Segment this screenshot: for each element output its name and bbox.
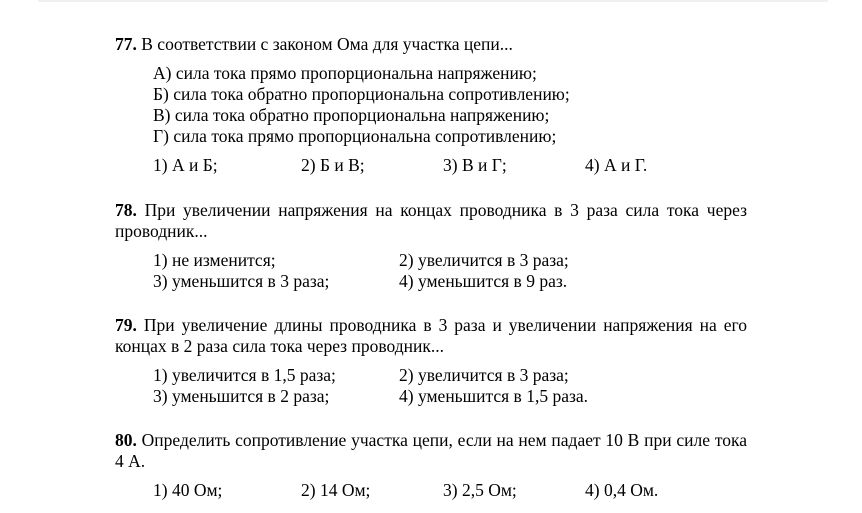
answer-options (115, 155, 747, 176)
answer-option: 4) 0,4 Ом. (585, 480, 659, 500)
statement-item: В) сила тока обратно пропорциональна напряжению; (153, 105, 550, 125)
question-text (115, 200, 747, 242)
answer-option: 2) 14 Ом; (301, 480, 371, 500)
answer-option: 2) увеличится в 3 раза; (399, 250, 569, 270)
answer-option: 1) А и Б; (153, 155, 218, 175)
answer-option: 3) уменьшится в 2 раза; (153, 386, 330, 406)
question-body: Определить сопротивление участка цепи, если на нем падает 10 В при силе тока 4 А. (115, 430, 747, 471)
question-number: 80. (115, 430, 137, 450)
question-77 (115, 34, 747, 176)
question-number: 78. (115, 200, 137, 220)
answer-option: 4) уменьшится в 1,5 раза. (399, 386, 589, 406)
question-body: В соответствии с законом Ома для участка цепи... (136, 34, 513, 54)
answer-option: 2) Б и В; (301, 155, 365, 175)
question-body: При увеличение длины проводника в 3 раза и увеличении напряжения на его концах в 2 раза сила тока через проводник... (115, 315, 747, 356)
answer-option: 4) А и Г. (585, 155, 648, 175)
statement-item: А) сила тока прямо пропорциональна напряжению; (153, 63, 537, 83)
answer-option: 3) уменьшится в 3 раза; (153, 271, 330, 291)
answer-options (115, 480, 747, 501)
question-78 (115, 200, 747, 292)
answer-option: 1) 40 Ом; (153, 480, 223, 500)
answer-option: 2) увеличится в 3 раза; (399, 365, 569, 385)
answer-option: 1) не изменится; (153, 250, 276, 270)
question-number: 77. (115, 34, 137, 54)
answer-option: 3) 2,5 Ом; (443, 480, 517, 500)
answer-option: 4) уменьшится в 9 раз. (399, 271, 568, 291)
page-top-border (38, 0, 828, 2)
statement-item: Г) сила тока прямо пропорциональна сопротивлению; (153, 126, 557, 146)
question-text (115, 34, 747, 55)
answer-options (115, 365, 747, 407)
question-body: При увеличении напряжения на концах проводника в 3 раза сила тока через проводник... (115, 200, 747, 241)
answer-option: 1) увеличится в 1,5 раза; (153, 365, 336, 385)
question-text (115, 315, 747, 357)
statement-list (115, 63, 747, 147)
answer-options (115, 250, 747, 292)
statement-item: Б) сила тока обратно пропорциональна сопротивлению; (153, 84, 570, 104)
answer-option: 3) В и Г; (443, 155, 507, 175)
question-number: 79. (115, 315, 137, 335)
question-text (115, 430, 747, 472)
question-80 (115, 430, 747, 501)
question-79 (115, 315, 747, 407)
